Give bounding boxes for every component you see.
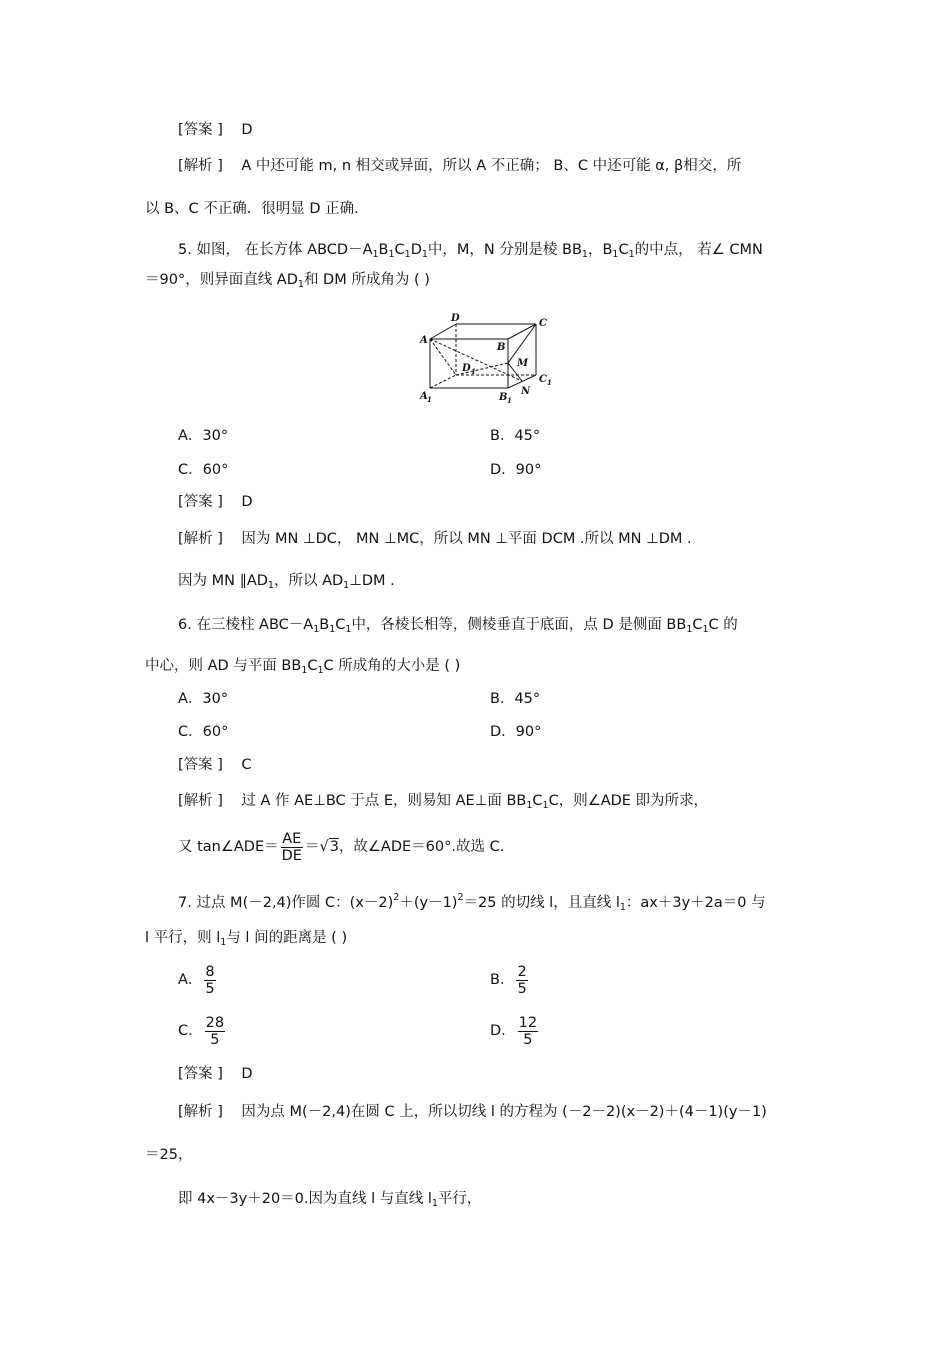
subscript: 1: [220, 937, 227, 948]
fraction-denominator: 5: [517, 980, 527, 997]
label-c1: C: [539, 374, 547, 385]
label-d1-sub: 1: [471, 367, 476, 376]
q7-option-c: [178, 1013, 227, 1049]
q6-stem-text: C: [307, 658, 318, 674]
option-prefix: B．: [490, 972, 515, 988]
q5-analysis-text: 因为 MN ∥AD: [178, 573, 268, 589]
q7-stem-line1: [178, 888, 766, 918]
fraction-denominator: 5: [523, 1031, 533, 1048]
label-b1: B: [499, 392, 508, 403]
q4-analysis-line1: [178, 156, 741, 176]
subscript: 1: [542, 800, 549, 811]
q7-answer-label: [答案 ]: [178, 1066, 223, 1082]
subscript: 1: [628, 249, 635, 260]
subscript: 1: [297, 279, 304, 290]
q7-option-b: [490, 962, 530, 998]
q5-analysis-line1: [178, 529, 692, 549]
q5-stem-line1: [178, 240, 763, 265]
edge: [430, 324, 456, 339]
q6-analysis-label: [解析 ]: [178, 793, 223, 809]
q4-analysis-label: [解析 ]: [178, 158, 223, 174]
sqrt-radicand: 3: [329, 839, 339, 855]
q7-option-d: [490, 1013, 540, 1049]
option-prefix: C．: [178, 1023, 203, 1039]
q5-answer-label: [答案 ]: [178, 494, 223, 510]
fraction-numerator: AE: [282, 830, 302, 847]
q7-stem-text: ＝25 的切线 l，且直线 l: [463, 895, 620, 911]
equals-sign: ＝: [304, 839, 320, 855]
subscript: 1: [343, 580, 350, 591]
q5-stem-text: ＝90°，则异面直线 AD: [145, 272, 298, 288]
q7-option-a: [178, 962, 218, 998]
subscript: 1: [581, 249, 588, 260]
q4-answer-value: D: [241, 122, 253, 138]
q7-analysis-text: 因为点 M(－2,4)在圆 C 上，所以切线 l 的方程为 (－2－2)(x－2)＋(4－1)(y－1): [241, 1104, 767, 1120]
label-d1: D: [462, 363, 471, 374]
q6-analysis-text: C，则∠ADE 即为所求，: [548, 793, 709, 809]
q6-option-c: C．60°: [178, 724, 229, 740]
subscript: 1: [267, 580, 274, 591]
q5-answer-value: D: [241, 494, 253, 510]
subscript: 1: [317, 665, 324, 676]
q6-analysis-text: C: [532, 793, 543, 809]
label-c1-sub: 1: [547, 378, 552, 387]
fraction-ae-de: [281, 831, 303, 864]
q4-answer-line: [178, 120, 253, 140]
subscript: 1: [313, 624, 320, 635]
q5-analysis-label: [解析 ]: [178, 531, 223, 547]
q7-stem-text: l 平行，则 l: [145, 930, 221, 946]
q7-answer-value: D: [241, 1066, 253, 1082]
option-fraction: [518, 1015, 538, 1048]
q6-option-b: B．45°: [490, 691, 541, 707]
q7-answer-line: [178, 1064, 253, 1084]
q6-stem-line1: [178, 615, 738, 640]
q5-option-b: B．45°: [490, 428, 541, 444]
subscript: 1: [702, 624, 709, 635]
q6-stem-text: C: [335, 617, 346, 633]
subscript: 1: [612, 249, 619, 260]
option-fraction: [204, 964, 215, 997]
superscript: 2: [393, 892, 400, 903]
q6-option-a: A．30°: [178, 691, 229, 707]
q5-analysis-text: ，所以 AD: [273, 573, 344, 589]
q5-stem-line2: [145, 270, 430, 295]
superscript: 2: [457, 892, 464, 903]
label-m: M: [517, 358, 529, 369]
q6-analysis-text: 过 A 作 AE⊥BC 于点 E，则易知 AE⊥面 BB: [241, 793, 527, 809]
q6-answer-value: C: [241, 757, 252, 773]
q6-stem-text: 6. 在三棱柱 ABC－A: [178, 617, 314, 633]
hidden-edge: [430, 339, 456, 375]
q6-analysis-line1: [178, 791, 708, 816]
label-a1-sub: 1: [427, 395, 432, 404]
q6-stem-text: 中心，则 AD 与平面 BB: [145, 658, 302, 674]
label-d: D: [451, 313, 460, 324]
subscript: 1: [345, 624, 352, 635]
q6-stem-line2: [145, 656, 460, 681]
sqrt-icon: √: [319, 839, 329, 855]
label-b: B: [497, 342, 506, 353]
fraction-denominator: 5: [205, 980, 215, 997]
cuboid-figure: [415, 312, 565, 407]
q6-stem-text: C 的: [708, 617, 738, 633]
option-fraction: [516, 964, 527, 997]
q5-stem-text: C: [394, 242, 405, 258]
subscript: 1: [526, 800, 533, 811]
fraction-denominator: DE: [281, 847, 302, 864]
cuboid-diagram: [415, 312, 565, 407]
fraction-numerator: 28: [205, 1014, 225, 1031]
q7-analysis-line1: [178, 1102, 767, 1122]
edge: [508, 324, 536, 339]
q7-stem-text: 7. 过点 M(－2,4)作圆 C：(x－2): [178, 895, 394, 911]
option-prefix: D．: [490, 1023, 516, 1039]
q6-analysis-text: ，故∠ADE＝60°.故选 C.: [338, 839, 505, 855]
q7-stem-line2: [145, 928, 347, 953]
label-n: N: [521, 386, 531, 397]
subscript: 1: [404, 249, 411, 260]
q5-stem-text: B: [378, 242, 389, 258]
q5-analysis-line2: [178, 571, 395, 596]
q6-tan-line: [178, 829, 504, 865]
subscript: 1: [619, 902, 626, 913]
q6-stem-text: 中，各棱长相等，侧棱垂直于底面，点 D 是侧面 BB: [351, 617, 687, 633]
q6-stem-text: C 所成角的大小是 ( ): [323, 658, 461, 674]
q5-stem-text: C: [618, 242, 629, 258]
option-prefix: A．: [178, 972, 203, 988]
q6-analysis-text: 又 tan∠ADE＝: [178, 839, 279, 855]
q5-option-a: A．30°: [178, 428, 229, 444]
q7-analysis-label: [解析 ]: [178, 1104, 223, 1120]
label-a: A: [420, 335, 428, 346]
q5-stem-text: D: [410, 242, 422, 258]
q6-answer-label: [答案 ]: [178, 757, 223, 773]
q5-stem-text: 和 DM 所成角为 ( ): [303, 272, 430, 288]
q6-option-d: D．90°: [490, 724, 542, 740]
hidden-edge: [430, 375, 456, 388]
q6-stem-text: C: [692, 617, 703, 633]
subscript: 1: [329, 624, 336, 635]
label-c: C: [539, 318, 547, 329]
q5-answer-line: [178, 492, 253, 512]
subscript: 1: [431, 1198, 438, 1209]
q5-option-d: D．90°: [490, 462, 542, 478]
q5-stem-text: 5. 如图， 在长方体 ABCD－A: [178, 242, 373, 258]
fraction-numerator: 2: [517, 963, 527, 980]
q5-analysis-text: ⊥DM .: [349, 573, 395, 589]
q7-analysis-text: 即 4x－3y＋20＝0.因为直线 l 与直线 l: [178, 1191, 432, 1207]
fraction-denominator: 5: [210, 1031, 220, 1048]
subscript: 1: [421, 249, 428, 260]
label-b1-sub: 1: [507, 396, 512, 405]
q4-analysis-line2: 以 B、C 不正确．很明显 D 正确.: [145, 201, 359, 217]
q7-analysis-line3: [178, 1189, 481, 1214]
q5-stem-text: 的中点， 若∠ CMN: [634, 242, 763, 258]
q5-option-c: C．60°: [178, 462, 229, 478]
fraction-numerator: 12: [518, 1014, 538, 1031]
option-fraction: [205, 1015, 225, 1048]
q5-stem-text: 中，M，N 分别是棱 BB: [427, 242, 582, 258]
q5-stem-text: ，B: [587, 242, 613, 258]
subscript: 1: [301, 665, 308, 676]
subscript: 1: [388, 249, 395, 260]
q7-analysis-line2: ＝25，: [145, 1147, 193, 1163]
subscript: 1: [372, 249, 379, 260]
subscript: 1: [686, 624, 693, 635]
q5-analysis-text: 因为 MN ⊥DC， MN ⊥MC，所以 MN ⊥平面 DCM .所以 MN ⊥DM .: [241, 531, 692, 547]
q6-answer-line: [178, 755, 252, 775]
q4-analysis-text: A 中还可能 m, n 相交或异面，所以 A 不正确； B、C 中还可能 α, β相交，所: [241, 158, 742, 174]
label-a1: A: [420, 391, 428, 402]
q7-stem-text: ：ax＋3y＋2a＝0 与: [625, 895, 766, 911]
q7-stem-text: ＋(y－1): [399, 895, 458, 911]
q6-stem-text: B: [319, 617, 330, 633]
fraction-numerator: 8: [205, 963, 215, 980]
q7-stem-text: 与 l 间的距离是 ( ): [226, 930, 348, 946]
q7-analysis-text: 平行，: [437, 1191, 482, 1207]
q4-answer-label: [答案 ]: [178, 122, 223, 138]
